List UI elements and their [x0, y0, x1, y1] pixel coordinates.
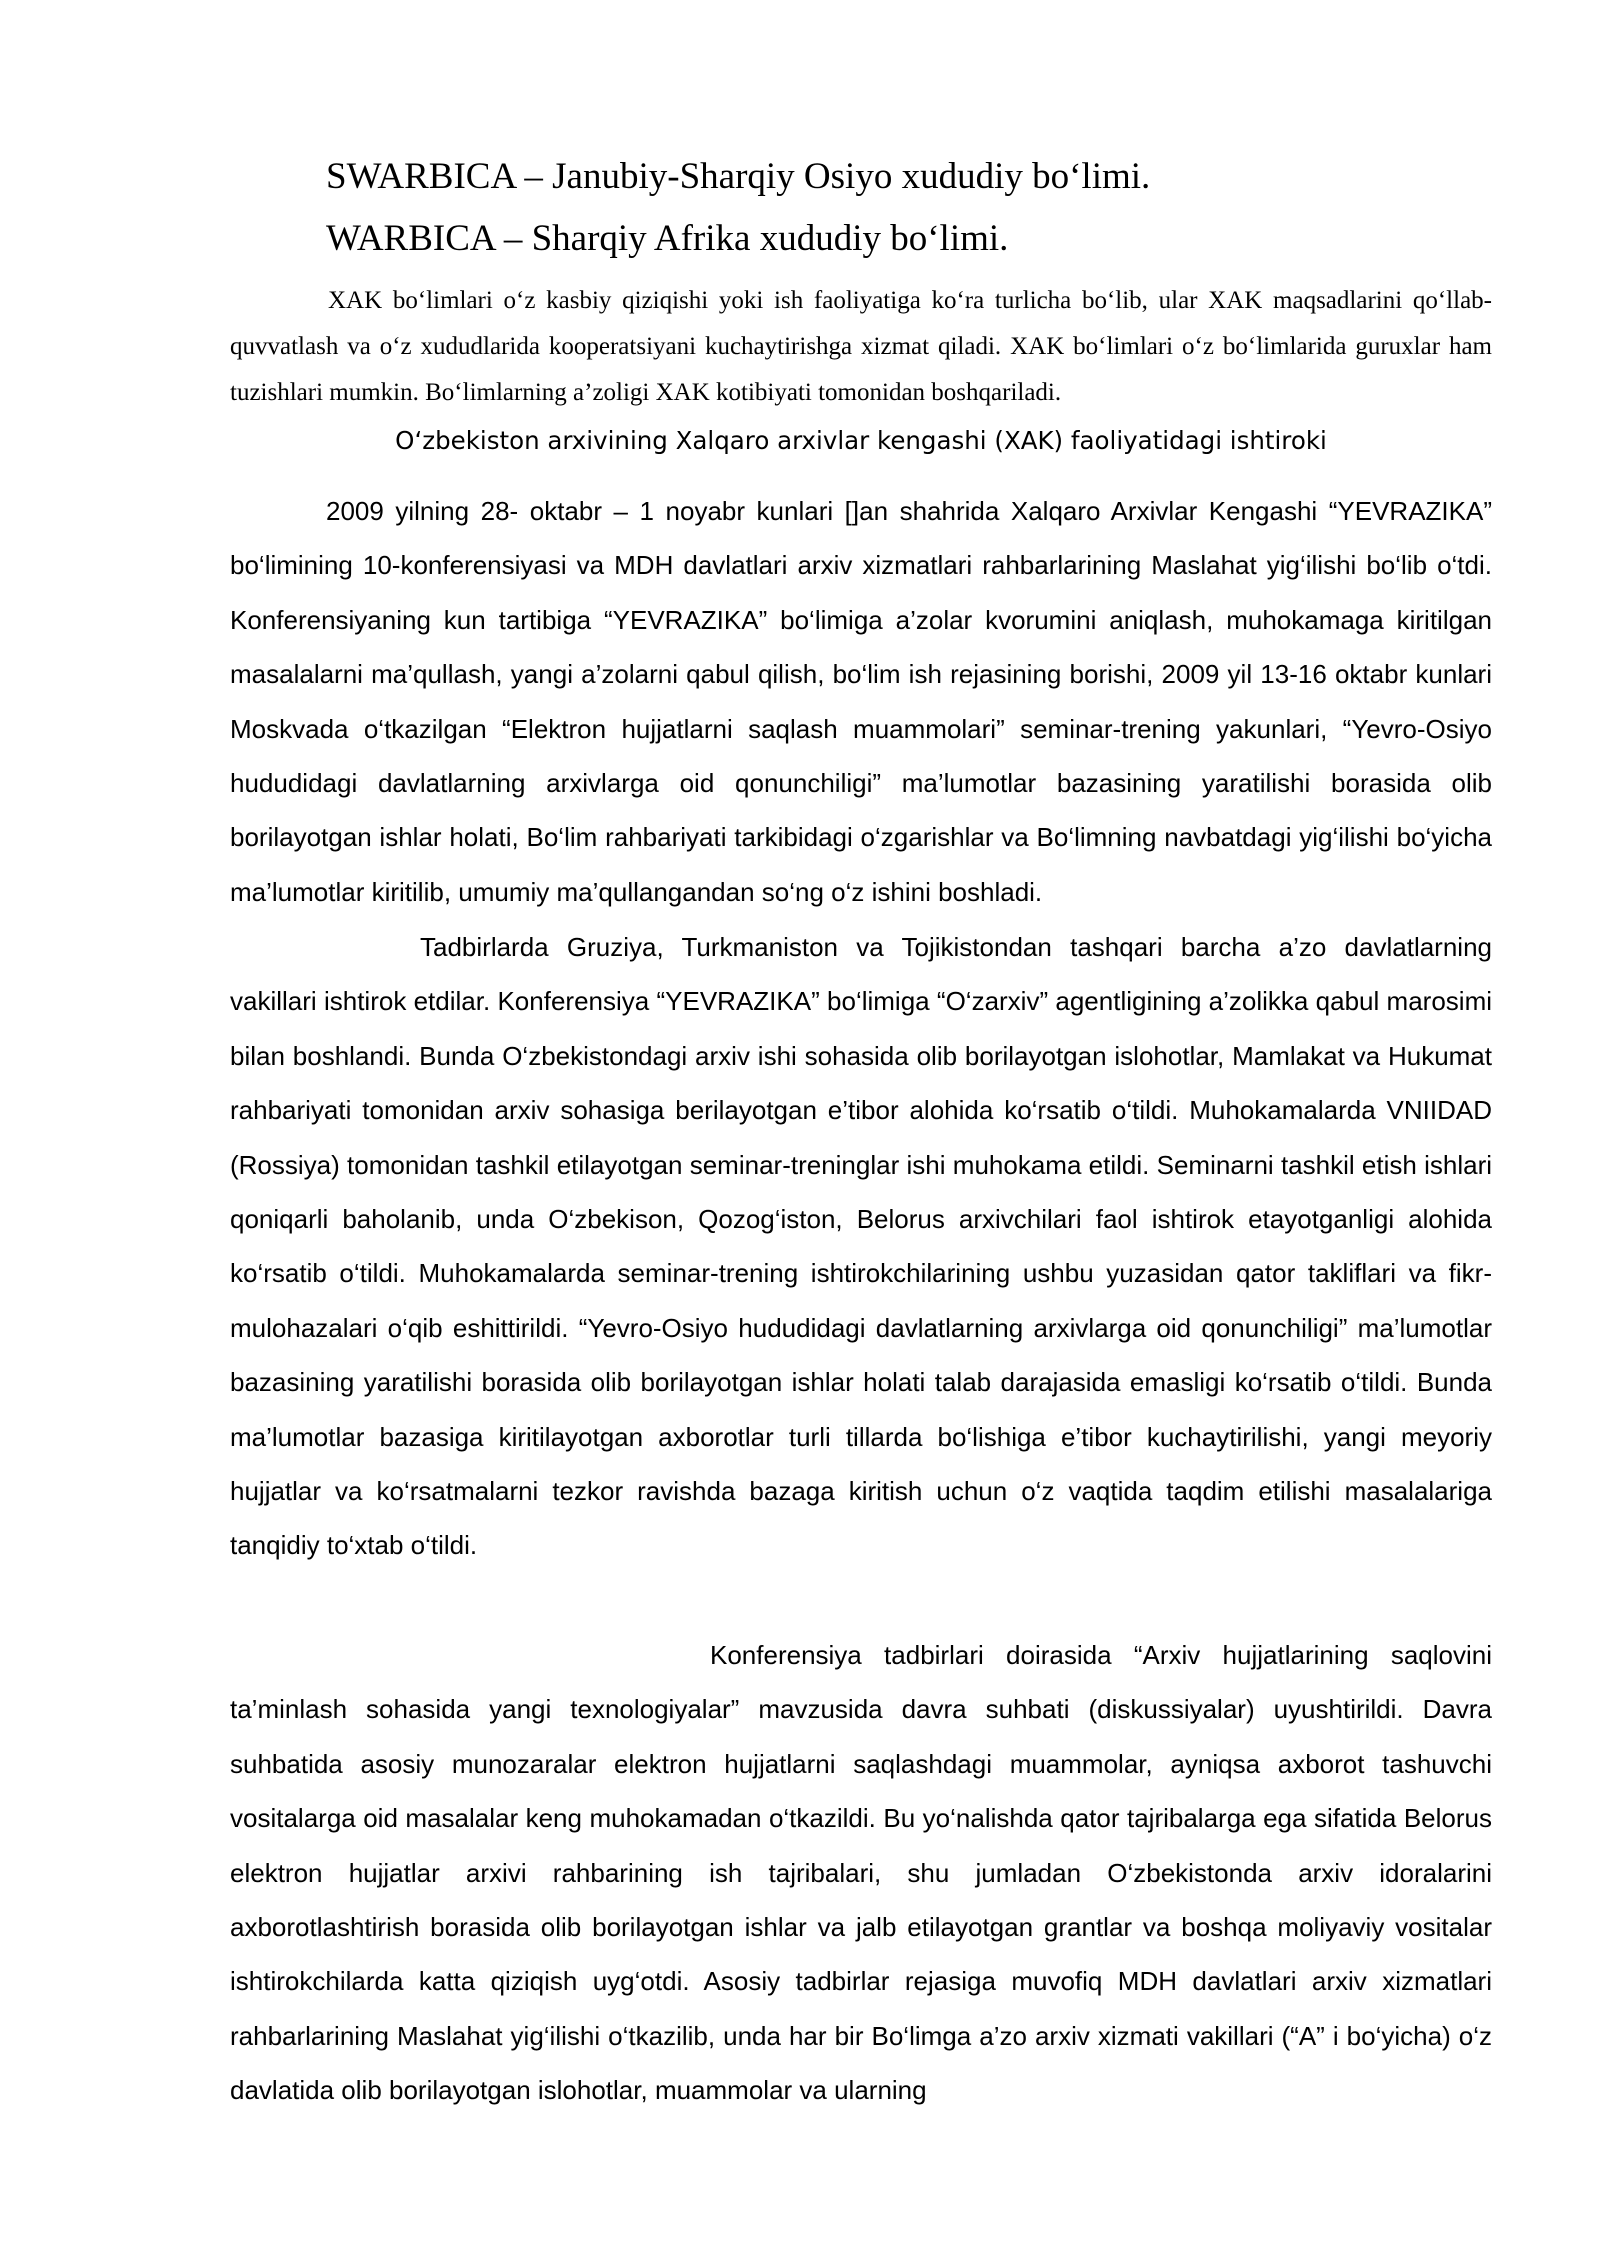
xak-paragraph: XAK bo‘limlari o‘z kasbiy qiziqishi yoki ish faoliyatiga ko‘ra turlicha bo‘lib, ular XAK maqsadlarini qo‘llab-quvvatlash va o‘z xududlarida kooperatsiyani kuchaytirishga xizmat qiladi. XAK bo‘limlari o‘z bo‘limlarida guruxlar ham tuzishlari mumkin. Bo‘limlarning a’zoligi XAK kotibiyati tomonidan boshqariladi.: [230, 287, 1492, 406]
section-heading: O‘zbekiston arxivining Xalqaro arxivlar kengashi (XAK) faoliyatidagi ishtiroki: [395, 426, 1327, 455]
paragraph-2009: 2009 yilning 28- oktabr – 1 noyabr kunlari []an shahrida Xalqaro Arxivlar Kengashi “YEVRAZIKA” bo‘limining 10-konferensiyasi va MDH davlatlari arxiv xizmatlari rahbarlarining Maslahat yig‘ilishi bo‘lib o‘tdi. Konferensiyaning kun tartibiga “YEVRAZIKA” bo‘limiga a’zolar kvorumini aniqlash, muhokamaga kiritilgan masalalarni ma’qullash, yangi a’zolarni qabul qilish, bo‘lim ish rejasining borishi, 2009 yil 13-16 oktabr kunlari Moskvada o‘tkazilgan “Elektron hujjatlarni saqlash muammolari” seminar-trening yakunlari, “Yevro-Osiyo hududidagi davlatlarning arxivlarga oid qonunchiligi” ma’lumotlar bazasining yaratilishi borasida olib borilayotgan ishlar holati, Bo‘lim rahbariyati tarkibidagi o‘zgarishlar va Bo‘limning navbatdagi yig‘ilishi bo‘yicha ma’lumotlar kiritilib, umumiy ma’qullangandan so‘ng o‘z ishini boshladi.: [230, 496, 1492, 907]
paragraph-tadbirlar: Tadbirlarda Gruziya, Turkmaniston va Tojikistondan tashqari barcha a’zo davlatlarning vakillari ishtirok etdilar. Konferensiya “YEVRAZIKA” bo‘limiga “O‘zarxiv” agentligining a’zolikka qabul marosimi bilan boshlandi. Bunda O‘zbekistondagi arxiv ishi sohasida olib borilayotgan islohotlar, Mamlakat va Hukumat rahbariyati tomonidan arxiv sohasiga berilayotgan e’tibor alohida ko‘rsatib o‘tildi. Muhokamalarda VNIIDAD (Rossiya) tomonidan tashkil etilayotgan seminar-treninglar ishi muhokama etildi. Seminarni tashkil etish ishlari qoniqarli baholanib, unda O‘zbekison, Qozog‘iston, Belorus arxivchilari faol ishtirok etayotganligi alohida ko‘rsatib o‘tildi. Muhokamalarda seminar-trening ishtirokchilarining ushbu yuzasidan qator takliflari va fikr-mulohazalari o‘qib eshittirildi. “Yevro-Osiyo hududidagi davlatlarning arxivlarga oid qonunchiligi” ma’lumotlar bazasining yaratilishi borasida olib borilayotgan ishlar holati talab darajasida emasligi ko‘rsatib o‘tildi. Bunda ma’lumotlar bazasiga kiritilayotgan axborotlar turli tillarda bo‘lishiga e’tibor kuchaytirilishi, yangi meyoriy hujjatlar va ko‘rsatmalarni tezkor ravishda bazaga kiritish uchun o‘z vaqtida taqdim etilishi masalalariga tanqidiy to‘xtab o‘tildi.: [230, 932, 1492, 1561]
warbica-line: WARBICA – Sharqiy Afrika xududiy bo‘limi.: [326, 218, 1009, 259]
paragraph-konferensiya: Konferensiya tadbirlari doirasida “Arxiv hujjatlarining saqlovini ta’minlash sohasida yangi texnologiyalar” mavzusida davra suhbati (diskussiyalar) uyushtirildi. Davra suhbatida asosiy munozaralar elektron hujjatlarni saqlashdagi muammolar, ayniqsa axborot tashuvchi vositalarga oid masalalar keng muhokamadan o‘tkazildi. Bu yo‘nalishda qator tajribalarga ega sifatida Belorus elektron hujjatlar arxivi rahbarining ish tajribalari, shu jumladan O‘zbekistonda arxiv idoralarini axborotlashtirish borasida olib borilayotgan ishlar va jalb etilayotgan grantlar va boshqa moliyaviy vositalar ishtirokchilarda katta qiziqish uyg‘otdi. Asosiy tadbirlar rejasiga muvofiq MDH davlatlari arxiv xizmatlari rahbarlarining Maslahat yig‘ilishi o‘tkazilib, unda har bir Bo‘limga a’zo arxiv xizmati vakillari (“A” i bo‘yicha) o‘z davlatida olib borilayotgan islohotlar, muammolar va ularning: [230, 1640, 1492, 2106]
swarbica-line: SWARBICA – Janubiy-Sharqiy Osiyo xududiy bo‘limi.: [326, 156, 1151, 197]
